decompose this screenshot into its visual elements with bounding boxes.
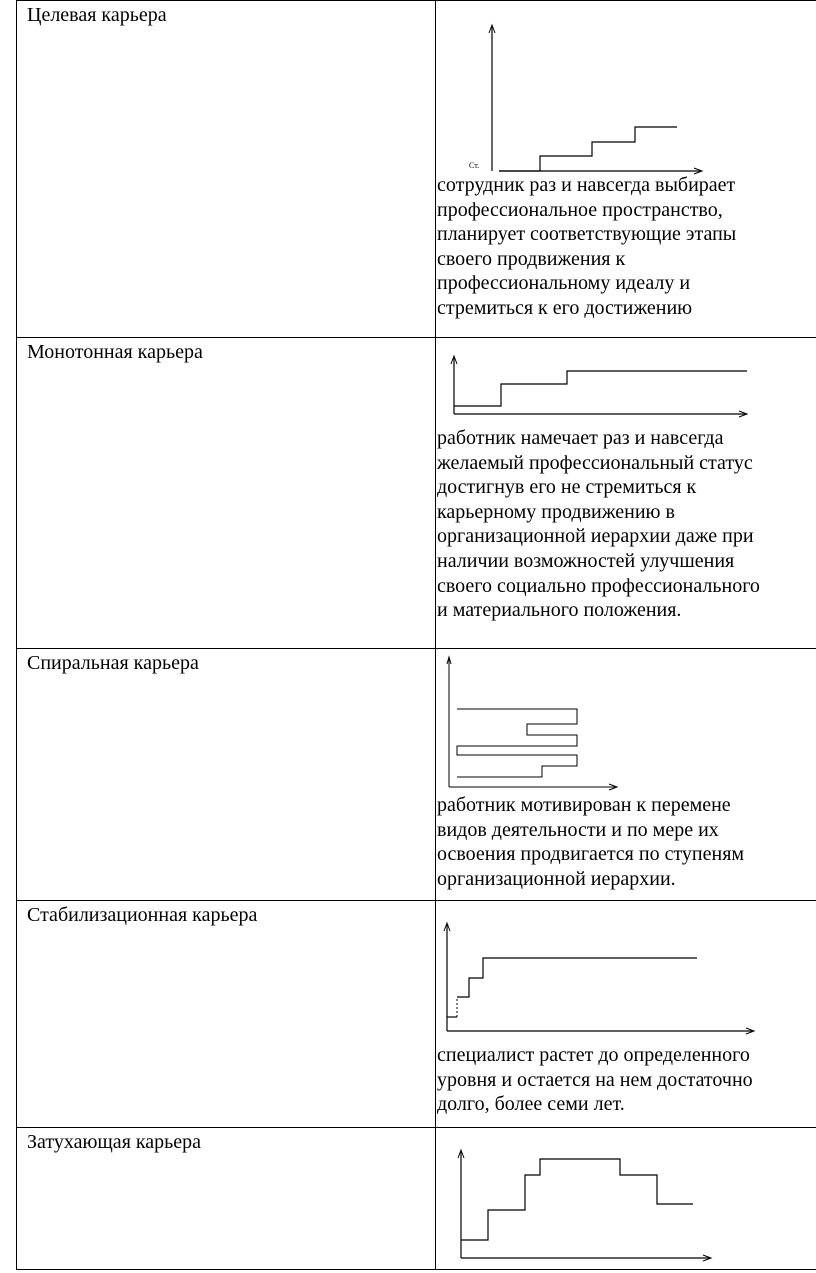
career-name: Монотонная карьера [27,341,203,363]
career-types-table [16,0,816,1269]
career-diagram-cell [437,901,816,1128]
target-career-diagram [437,1,816,191]
career-description: специалист растет до определенного уровня и остается на нем достаточно долго, более семи лет. [437,1044,753,1116]
career-name-cell [16,649,436,901]
career-name-cell [16,1128,436,1269]
career-diagram-cell [437,1128,816,1269]
career-name-cell [16,1,436,338]
career-name: Спиральная карьера [27,652,199,674]
table-row [16,648,816,901]
table-row [16,900,816,1128]
career-description: сотрудник раз и навсегда выбирает профессиональное пространство, планирует соответствующие этапы своего продвижения к профессиональному идеалу и стремиться к его достижению [437,174,737,319]
spiral-career-diagram [437,649,816,799]
career-diagram-cell [437,338,816,649]
career-name-cell [16,338,436,649]
career-name-cell [16,901,436,1128]
table-row [16,1127,816,1270]
monotone-career-diagram [437,338,816,428]
career-diagram-cell [437,649,816,901]
table-row [16,0,816,338]
fading-career-diagram [437,1128,816,1273]
career-name: Целевая карьера [27,4,167,26]
axis-label: Ст. [469,161,480,170]
table-row [16,337,816,649]
career-name: Стабилизационная карьера [27,904,258,926]
stabilization-career-diagram [437,901,816,1041]
career-diagram-cell [437,1,816,338]
career-description: работник мотивирован к перемене видов деятельности и по мере их освоения продвигается по ступеням организационной иерархии. [437,794,745,890]
career-description: работник намечает раз и навсегда желаемый профессиональный статус достигнув его не стремиться к карьерному продвижению в организационной иерархии даже при наличии возможностей улучшения своего социально профессионального и материального положения. [437,427,760,622]
career-name: Затухающая карьера [27,1131,202,1153]
